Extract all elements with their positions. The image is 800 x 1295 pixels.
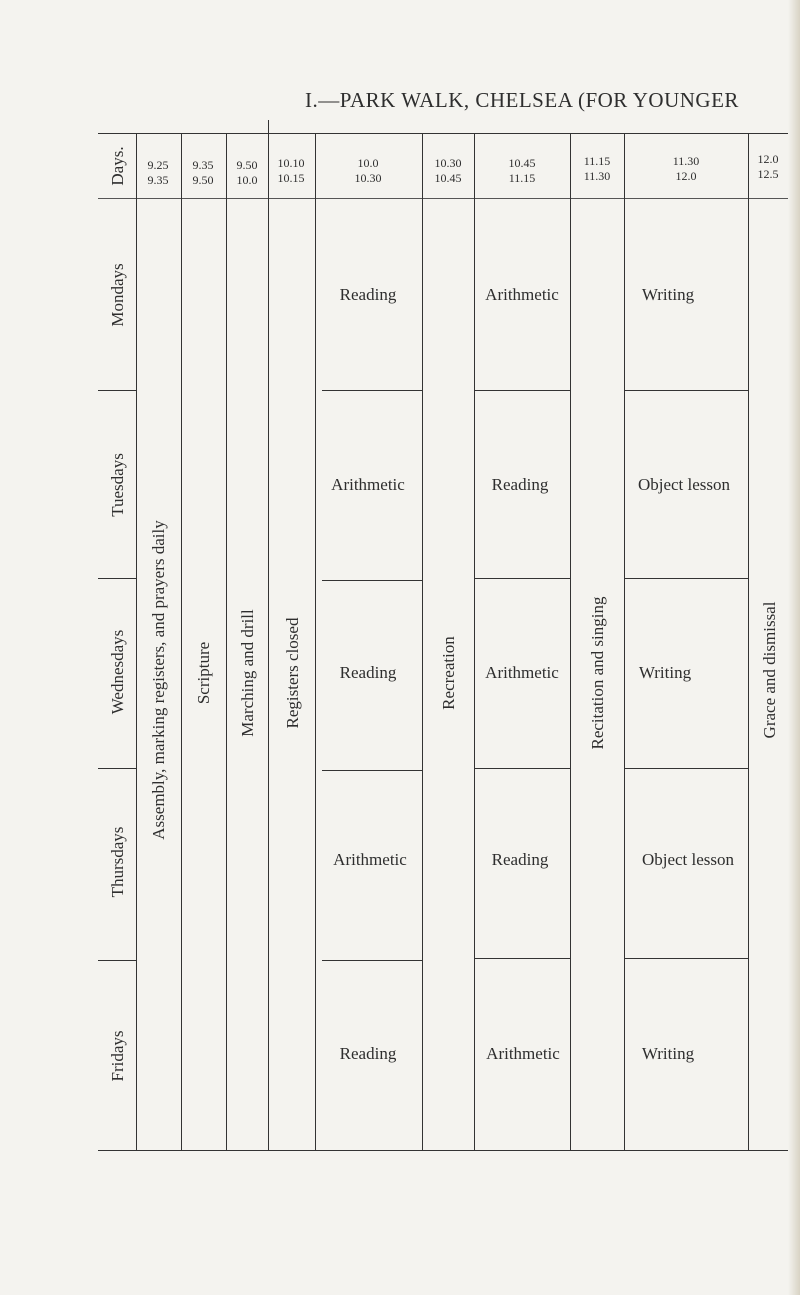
row-sep: [624, 958, 748, 959]
row-sep: [624, 390, 748, 391]
day-mondays: Mondays: [108, 263, 127, 327]
col-rule: [624, 133, 625, 1150]
table-bottom-rule: [98, 1150, 788, 1151]
col-rule: [748, 133, 749, 1150]
col-rule: [474, 133, 475, 1150]
row-sep: [624, 768, 748, 769]
row-sep: [475, 768, 570, 769]
day-fridays: Fridays: [108, 1030, 127, 1082]
row-sep: [322, 960, 422, 961]
day-tuesdays: Tuesdays: [108, 453, 127, 517]
lesson-cell: Object lesson: [637, 475, 731, 494]
day-wednesdays: Wednesdays: [108, 629, 127, 715]
lesson-cell: Arithmetic: [331, 475, 405, 494]
lesson-cell: Reading: [339, 1044, 397, 1063]
col-rule: [422, 133, 423, 1150]
lesson-cell: Arithmetic: [333, 850, 407, 869]
row-sep: [322, 770, 422, 771]
table-top-rule: [98, 133, 788, 134]
lesson-cell: Reading: [491, 850, 549, 869]
lesson-cell: Arithmetic: [485, 663, 559, 682]
day-sep: [98, 390, 136, 391]
row-sep: [475, 958, 570, 959]
scripture-cell: Scripture: [194, 641, 213, 705]
header-bottom-rule: [98, 198, 788, 199]
time-slot: 9.25 9.35: [147, 158, 169, 187]
row-sep: [475, 390, 570, 391]
days-header: Days.: [108, 146, 127, 186]
time-slot: 9.50 10.0: [236, 158, 258, 187]
lesson-cell: Arithmetic: [486, 1044, 560, 1063]
row-sep: [322, 390, 422, 391]
lesson-cell: Object lesson: [641, 850, 735, 869]
col-rule: [315, 133, 316, 1150]
time-slot: 9.35 9.50: [192, 158, 214, 187]
col-rule: [181, 133, 182, 1150]
day-thursdays: Thursdays: [108, 826, 127, 898]
grace-cell: Grace and dismissal: [760, 601, 779, 739]
col-rule: [136, 133, 137, 1150]
lesson-cell: Writing: [641, 285, 695, 304]
time-slot: 11.15 11.30: [583, 154, 611, 183]
recreation-cell: Recreation: [439, 636, 458, 710]
lesson-cell: Writing: [638, 663, 692, 682]
registers-cell: Registers closed: [283, 617, 302, 729]
col-rule: [268, 120, 269, 1150]
col-rule: [570, 133, 571, 1150]
time-slot: 10.30 10.45: [434, 156, 462, 185]
lesson-cell: Reading: [339, 285, 397, 304]
col-rule: [226, 133, 227, 1150]
lesson-cell: Reading: [491, 475, 549, 494]
page-title: I.—PARK WALK, CHELSEA (FOR YOUNGER: [305, 88, 739, 112]
day-sep: [98, 768, 136, 769]
page-edge-shadow: [788, 0, 800, 1295]
lesson-cell: Reading: [339, 663, 397, 682]
recitation-cell: Recitation and singing: [588, 596, 607, 750]
row-sep: [322, 580, 422, 581]
time-slot: 12.0 12.5: [757, 152, 779, 181]
day-sep: [98, 960, 136, 961]
row-sep: [624, 578, 748, 579]
day-sep: [98, 578, 136, 579]
time-slot: 10.10 10.15: [277, 156, 305, 185]
marching-cell: Marching and drill: [238, 609, 257, 737]
time-slot: 10.0 10.30: [354, 156, 382, 185]
lesson-cell: Writing: [641, 1044, 695, 1063]
time-slot: 11.30 12.0: [672, 154, 700, 183]
row-sep: [475, 578, 570, 579]
time-slot: 10.45 11.15: [508, 156, 536, 185]
lesson-cell: Arithmetic: [485, 285, 559, 304]
assembly-cell: Assembly, marking registers, and prayers daily: [149, 520, 168, 840]
